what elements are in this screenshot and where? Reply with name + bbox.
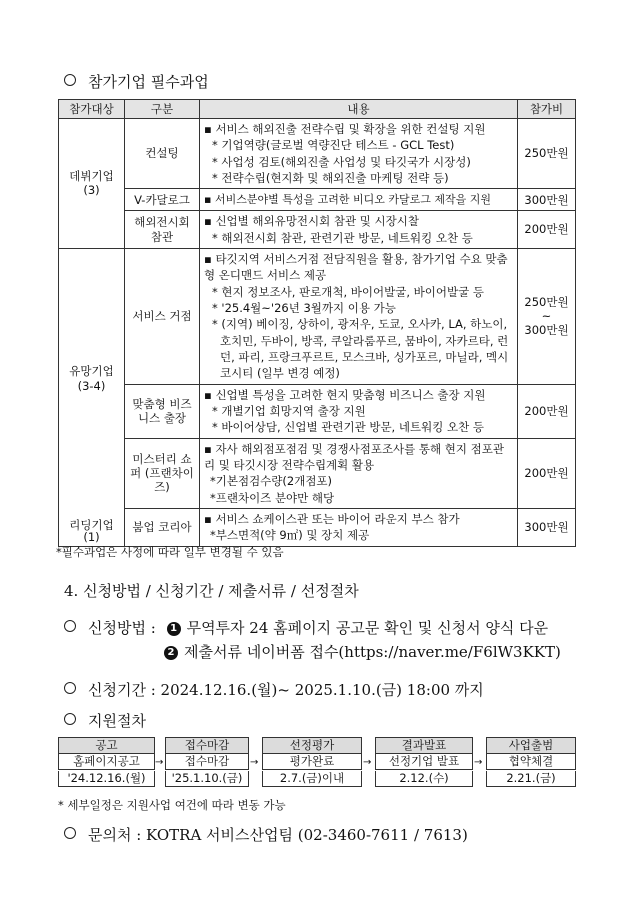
content-cell [200,248,518,384]
table-header-row [59,100,576,119]
fee-cell [518,248,576,384]
table-row [59,119,576,189]
circle-bullet-icon [64,74,76,86]
content-line: ▪ 신업별 특성을 고려한 현지 맞춤형 비즈니스 출장 지원 [204,387,486,402]
target-promising [59,248,125,508]
method-label: 신청방법 : [88,619,156,637]
content-line: ▪ 신업별 해외유망전시회 참관 및 시장시찰 [204,214,419,229]
target-count: (3) [83,183,100,198]
header-target: 참가대상 [59,100,125,119]
procedure-title: 지원절차 [88,712,146,730]
content-line: * 해외전시회 참관, 관련기관 방문, 네트워킹 오찬 등 [212,230,473,245]
fee-cell: 200만원 [518,384,576,438]
target-label: 리딩기업 [69,518,114,533]
category-cell: 서비스 거점 [125,248,200,384]
table-row [59,508,576,546]
step-date: 2.7.(금)이내 [262,771,362,787]
content-line: * 개별기업 희망지역 출장 지원 [212,403,366,418]
schedule-note: * 세부일정은 지원사업 여건에 따라 변동 가능 [58,798,286,812]
step-desc: 평가완료 [262,754,362,770]
table-row [59,189,576,211]
step-desc: 접수마감 [165,754,249,770]
content-line: * 현지 정보조사, 판로개척, 바이어발굴, 바이어발굴 등 [212,284,484,299]
application-method-row [64,617,548,638]
circle-bullet-icon [64,682,76,694]
fee-range-tilde: ~ [541,309,552,324]
procedure-title-row [64,710,146,731]
target-label: 데뷔기업 [69,169,114,184]
arrow-right-icon: → [250,757,259,768]
table-row [59,211,576,249]
fee-cell: 300만원 [518,508,576,546]
category-cell: 맞춤형 비즈니스 출장 [125,384,200,438]
content-line: ▪ 자사 해외점포점검 및 경쟁사점포조사를 통해 현지 점포관리 및 타깃시장 전략수립계획 활용 [204,441,504,472]
content-line: * (지역) 베이징, 상하이, 광저우, 도쿄, 오사카, LA, 하노이, 호치민, 두바이, 방콕, 쿠알라룸푸르, 뭄바이, 자카르타, 런던, 파리, 프랑크푸르트, 모스크바, 싱가포르, 마닐라, 멕시코시티 (일부 변경 예정) [212,317,509,381]
circle-bullet-icon [64,713,76,725]
method-step-1: 무역투자 24 홈페이지 공고문 확인 및 신청서 양식 다운 [186,619,549,637]
step-desc: 홈페이지공고 [58,754,155,770]
target-label: 유망기업 [69,364,114,379]
application-period-row [64,679,484,700]
content-cell [200,211,518,249]
table-row [59,438,576,508]
contact-info: 문의처 : KOTRA 서비스산업팀 (02-3460-7611 / 7613) [88,826,468,844]
required-tasks-table [58,99,576,547]
target-leading [59,508,125,546]
content-line: * '25.4월~'26년 3월까지 이용 가능 [212,300,396,315]
table-footnote: *필수과업은 사정에 따라 일부 변경될 수 있음 [56,545,284,559]
fee-max: 300만원 [524,323,569,338]
step-header: 선정평가 [262,737,362,754]
fee-min: 250만원 [524,294,569,309]
target-debut [59,119,125,249]
circle-bullet-icon [64,827,76,839]
content-line: * 기업역량(글로벌 역량진단 테스트 - GCL Test) [212,138,455,153]
application-method-row-2 [164,641,561,662]
category-cell: 붐업 코리아 [125,508,200,546]
table-row [59,248,576,384]
category-cell: 컨설팅 [125,119,200,189]
step-desc: 선정기업 발표 [375,754,473,770]
step-date: 2.12.(수) [375,771,473,787]
step-header: 접수마감 [165,737,249,754]
content-line: ▪ 서비스분야별 특성을 고려한 비디오 카달로그 제작을 지원 [204,193,491,206]
step-header: 사업출범 [486,737,576,754]
application-period: 신청기간 : 2024.12.16.(월)~ 2025.1.10.(금) 18:00 까지 [88,681,484,699]
category-cell: V-카달로그 [125,189,200,211]
step-desc: 협약체결 [486,754,576,770]
section-title-required-tasks [64,71,209,92]
step-date: '25.1.10.(금) [165,771,249,787]
circle-bullet-icon [64,620,76,632]
header-category: 구분 [125,100,200,119]
number-two-icon: 2 [164,646,178,660]
fee-cell: 200만원 [518,211,576,249]
contact-row [64,824,468,845]
content-line: ▪ 서비스 쇼케이스관 또는 바이어 라운지 부스 참가 [204,512,460,527]
fee-cell: 200만원 [518,438,576,508]
section-title-application: 4. 신청방법 / 신청기간 / 제출서류 / 선정절차 [64,582,359,600]
target-count: (1) [83,530,100,545]
category-cell: 해외전시회 참관 [125,211,200,249]
content-cell [200,508,518,546]
content-cell [200,384,518,438]
fee-cell: 300만원 [518,189,576,211]
fee-cell: 250만원 [518,119,576,189]
content-cell [200,189,518,211]
content-cell [200,119,518,189]
step-header: 공고 [58,737,155,754]
target-count: (3-4) [77,378,106,393]
content-line: * 바이어상담, 신업별 관련기관 방문, 네트워킹 오찬 등 [212,420,484,435]
content-line: ▪ 타깃지역 서비스거점 전담직원을 활용, 참가기업 수요 맞춤형 온디맨드 서비스 제공 [204,251,508,283]
step-date: '24.12.16.(월) [58,771,155,787]
content-line: * 전략수립(현지화 및 해외진출 마케팅 전략 등) [212,170,449,185]
header-content: 내용 [200,100,518,119]
section-title-text: 참가기업 필수과업 [88,73,209,91]
step-date: 2.21.(금) [486,771,576,787]
number-one-icon: 1 [167,622,181,636]
method-step-2[interactable]: 제출서류 네이버폼 접수(https://naver.me/F6lW3KKT) [184,643,561,661]
content-line: *부스면적(약 9㎡) 및 장치 제공 [210,528,370,543]
content-line: ▪ 서비스 해외진출 전략수립 및 확장을 위한 컨설팅 지원 [204,122,486,136]
content-cell [200,438,518,508]
content-line: *프랜차이즈 분야만 해당 [210,490,335,505]
arrow-right-icon: → [155,757,164,768]
arrow-right-icon: → [363,757,372,768]
header-fee: 참가비 [518,100,576,119]
content-line: *기본점검수량(2개점포) [210,474,333,489]
arrow-right-icon: → [474,757,483,768]
step-header: 결과발표 [375,737,473,754]
table-row [59,384,576,438]
category-cell: 미스터리 쇼퍼 (프랜차이즈) [125,438,200,508]
content-line: * 사업성 검토(해외진출 사업성 및 타깃국가 시장성) [212,154,471,169]
